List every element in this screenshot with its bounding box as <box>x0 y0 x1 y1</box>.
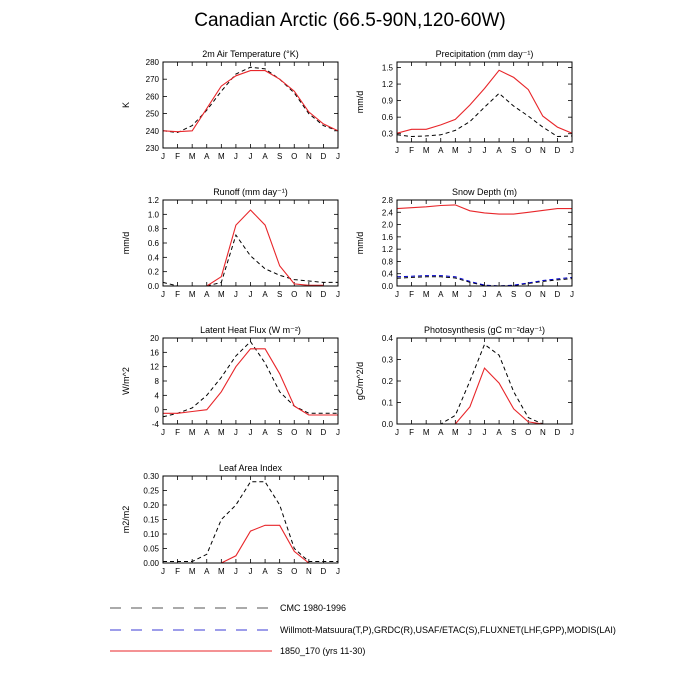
y-axis-label: gC/m^2/d <box>355 361 365 401</box>
x-tick-label: D <box>554 290 561 299</box>
y-tick-label: 0.6 <box>147 239 159 248</box>
y-tick-label: 0.4 <box>381 269 393 279</box>
y-tick-label: 0.15 <box>143 515 159 525</box>
x-tick-label: M <box>217 290 225 299</box>
chart-panel-precip <box>355 49 574 155</box>
x-tick-label: N <box>305 428 312 437</box>
series-line-model <box>207 210 324 286</box>
x-tick-label: D <box>320 428 327 437</box>
x-tick-label: N <box>539 146 546 155</box>
x-tick-label: J <box>467 146 472 155</box>
series-line-model <box>163 525 338 563</box>
y-tick-label: 240 <box>145 126 159 136</box>
x-tick-label: J <box>248 152 253 161</box>
y-tick-label: 0.1 <box>381 398 393 408</box>
x-tick-label: O <box>525 428 532 437</box>
x-tick-label: F <box>175 567 181 576</box>
y-tick-label: 0.3 <box>381 355 393 365</box>
panel-title-unit: (°K) <box>283 49 299 59</box>
y-tick-label: 20 <box>150 334 159 343</box>
x-tick-label: J <box>395 146 399 155</box>
y-axis-label: W/m^2 <box>121 367 131 395</box>
x-tick-label: F <box>175 428 181 437</box>
x-tick-label: D <box>320 290 327 299</box>
x-tick-label: S <box>276 567 283 576</box>
panel-title: 2m Air Temperature (°K) <box>202 49 299 59</box>
x-tick-label: J <box>248 567 253 576</box>
x-tick-label: F <box>409 146 415 155</box>
y-tick-label: 0.0 <box>381 282 393 291</box>
legend-label-3: 1850_170 (yrs 11-30) <box>280 646 366 656</box>
panel-title-unit: (gC m⁻²day⁻¹) <box>487 325 546 335</box>
x-tick-label: A <box>496 146 502 155</box>
x-tick-label: J <box>395 290 399 299</box>
x-tick-label: A <box>438 428 444 437</box>
x-tick-label: N <box>539 290 546 299</box>
x-tick-label: J <box>467 428 472 437</box>
x-tick-label: J <box>570 290 574 299</box>
y-tick-label: 2.0 <box>381 220 393 230</box>
x-tick-label: A <box>204 567 210 576</box>
panel-title: Snow Depth (m) <box>451 187 518 197</box>
x-tick-label: M <box>422 290 430 299</box>
x-tick-label: M <box>188 290 196 299</box>
y-tick-label: 1.2 <box>381 80 393 90</box>
y-tick-label: 0.30 <box>143 472 159 481</box>
chart-panel-snow-depth <box>355 187 574 299</box>
x-tick-label: J <box>161 428 165 437</box>
x-tick-label: J <box>482 290 487 299</box>
series-line-model <box>397 205 572 214</box>
x-tick-label: M <box>188 152 196 161</box>
x-tick-label: A <box>262 428 268 437</box>
y-tick-label: 0.4 <box>381 334 393 343</box>
chart-panel-runoff <box>121 187 340 299</box>
x-tick-label: D <box>554 428 561 437</box>
x-tick-label: M <box>451 290 459 299</box>
x-tick-label: F <box>409 290 415 299</box>
x-tick-label: M <box>451 428 459 437</box>
x-tick-label: J <box>248 428 253 437</box>
x-tick-label: F <box>175 290 181 299</box>
series-line-model <box>163 349 338 415</box>
panel-title: Photosynthesis (gC m⁻²day⁻¹) <box>423 325 546 335</box>
panel-title-unit: (mm day⁻¹) <box>487 49 534 59</box>
y-tick-label: 0.0 <box>147 282 159 291</box>
x-tick-label: J <box>233 290 238 299</box>
y-tick-label: 0.20 <box>143 501 159 510</box>
x-tick-label: F <box>409 428 415 437</box>
x-tick-label: M <box>217 152 225 161</box>
x-tick-label: S <box>510 146 517 155</box>
x-tick-label: M <box>217 428 225 437</box>
x-tick-label: S <box>510 428 517 437</box>
y-tick-label: 0.10 <box>143 530 159 539</box>
panel-title: Latent Heat Flux (W m⁻²) <box>200 325 301 335</box>
y-tick-label: 0.0 <box>381 420 393 429</box>
x-tick-label: A <box>438 146 444 155</box>
x-tick-label: J <box>467 290 472 299</box>
y-tick-label: 1.0 <box>147 210 159 220</box>
x-tick-label: N <box>539 428 546 437</box>
y-tick-label: 1.5 <box>381 63 393 73</box>
x-tick-label: M <box>217 567 225 576</box>
x-tick-label: O <box>291 567 298 576</box>
plot-frame <box>163 62 338 148</box>
y-tick-label: 1.2 <box>147 196 159 205</box>
y-tick-label: 2.8 <box>381 196 393 205</box>
y-axis-label: mm/d <box>355 90 365 114</box>
x-tick-label: M <box>422 146 430 155</box>
x-tick-label: J <box>233 152 238 161</box>
y-tick-label: 2.4 <box>381 208 393 218</box>
y-tick-label: 0 <box>154 405 159 415</box>
chart-panel-photosynthesis <box>355 325 574 437</box>
x-tick-label: J <box>233 428 238 437</box>
y-tick-label: 260 <box>145 92 159 102</box>
x-tick-label: S <box>276 152 283 161</box>
series-line-model <box>397 70 572 133</box>
y-axis-label: mm/d <box>121 231 131 255</box>
x-tick-label: F <box>175 152 181 161</box>
x-tick-label: A <box>262 152 268 161</box>
x-tick-label: N <box>305 290 312 299</box>
y-axis-label: K <box>121 101 131 109</box>
y-tick-label: 0.05 <box>143 544 159 554</box>
x-tick-label: A <box>438 290 444 299</box>
plot-frame <box>163 476 338 563</box>
panel-title: Leaf Area Index <box>218 463 283 473</box>
x-tick-label: M <box>451 146 459 155</box>
x-tick-label: A <box>204 290 210 299</box>
y-tick-label: 16 <box>150 348 159 358</box>
x-tick-label: J <box>161 290 165 299</box>
legend-label-1: CMC 1980-1996 <box>280 603 347 613</box>
legend <box>110 603 616 656</box>
x-tick-label: A <box>496 290 502 299</box>
x-tick-label: A <box>204 428 210 437</box>
y-tick-label: 0.00 <box>143 559 159 568</box>
series-line-model <box>163 71 338 132</box>
y-axis-label: m2/m2 <box>121 505 131 534</box>
plot-frame <box>397 62 572 142</box>
y-tick-label: 0.25 <box>143 486 159 496</box>
panel-title-unit: (W m⁻²) <box>268 325 301 335</box>
plot-frame <box>163 200 338 286</box>
x-tick-label: J <box>161 152 165 161</box>
y-tick-label: 0.6 <box>381 113 393 123</box>
y-tick-label: 0.8 <box>381 257 393 267</box>
x-tick-label: J <box>248 290 253 299</box>
y-tick-label: 8 <box>154 377 159 386</box>
x-tick-label: A <box>496 428 502 437</box>
x-tick-label: D <box>554 146 561 155</box>
series-line-cmc <box>163 342 338 417</box>
y-tick-label: 1.2 <box>381 245 393 255</box>
series-line-cmc <box>163 235 338 286</box>
x-tick-label: A <box>204 152 210 161</box>
y-tick-label: 0.8 <box>147 224 159 234</box>
y-tick-label: 0.4 <box>147 253 159 263</box>
x-tick-label: O <box>525 290 532 299</box>
x-tick-label: J <box>570 428 574 437</box>
chart-panel-latent-heat <box>121 325 340 437</box>
y-tick-label: 4 <box>154 391 159 401</box>
series-line-cmc <box>163 482 338 562</box>
y-tick-label: 280 <box>145 58 159 67</box>
x-tick-label: O <box>291 428 298 437</box>
series-line-model <box>397 368 572 424</box>
panel-title: Precipitation (mm day⁻¹) <box>435 49 534 59</box>
x-tick-label: M <box>188 428 196 437</box>
x-tick-label: M <box>422 428 430 437</box>
y-tick-label: -4 <box>151 420 159 429</box>
x-tick-label: S <box>276 428 283 437</box>
legend-label-2: Willmott-Matsuura(T,P),GRDC(R),USAF/ETAC(S),FLUXNET(LHF,GPP),MODIS(LAI) <box>280 625 616 635</box>
x-tick-label: J <box>395 428 399 437</box>
y-tick-label: 0.3 <box>381 129 393 139</box>
x-tick-label: O <box>525 146 532 155</box>
y-tick-label: 12 <box>150 362 159 372</box>
panel-title-unit: (mm day⁻¹) <box>242 187 288 197</box>
x-tick-label: M <box>188 567 196 576</box>
x-tick-label: J <box>233 567 238 576</box>
series-line-cmc <box>397 344 572 424</box>
plot-frame <box>397 338 572 424</box>
x-tick-label: J <box>336 152 340 161</box>
chart-panel-air-temp <box>121 49 340 161</box>
figure-title: Canadian Arctic (66.5-90N,120-60W) <box>194 10 506 31</box>
series-line-cmc <box>397 93 572 136</box>
y-tick-label: 0.9 <box>381 96 393 106</box>
x-tick-label: J <box>161 567 165 576</box>
x-tick-label: N <box>305 567 312 576</box>
x-tick-label: N <box>305 152 312 161</box>
series-line-cmc <box>163 67 338 132</box>
x-tick-label: S <box>510 290 517 299</box>
y-tick-label: 1.6 <box>381 232 393 242</box>
x-tick-label: J <box>336 290 340 299</box>
x-tick-label: J <box>482 146 487 155</box>
y-axis-label: mm/d <box>355 231 365 255</box>
y-tick-label: 0.2 <box>147 267 159 277</box>
y-tick-label: 0.2 <box>381 377 393 386</box>
x-tick-label: J <box>482 428 487 437</box>
y-tick-label: 270 <box>145 75 159 85</box>
chart-panel-lai <box>121 463 340 576</box>
x-tick-label: O <box>291 290 298 299</box>
x-tick-label: O <box>291 152 298 161</box>
plot-frame <box>163 338 338 424</box>
x-tick-label: S <box>276 290 283 299</box>
x-tick-label: D <box>320 567 327 576</box>
y-tick-label: 230 <box>145 144 159 153</box>
x-tick-label: A <box>262 290 268 299</box>
x-tick-label: J <box>336 567 340 576</box>
y-tick-label: 250 <box>145 109 159 119</box>
x-tick-label: J <box>570 146 574 155</box>
panel-title: Runoff (mm day⁻¹) <box>213 187 288 197</box>
panel-title-unit: (m) <box>503 187 518 197</box>
x-tick-label: J <box>336 428 340 437</box>
x-tick-label: D <box>320 152 327 161</box>
x-tick-label: A <box>262 567 268 576</box>
